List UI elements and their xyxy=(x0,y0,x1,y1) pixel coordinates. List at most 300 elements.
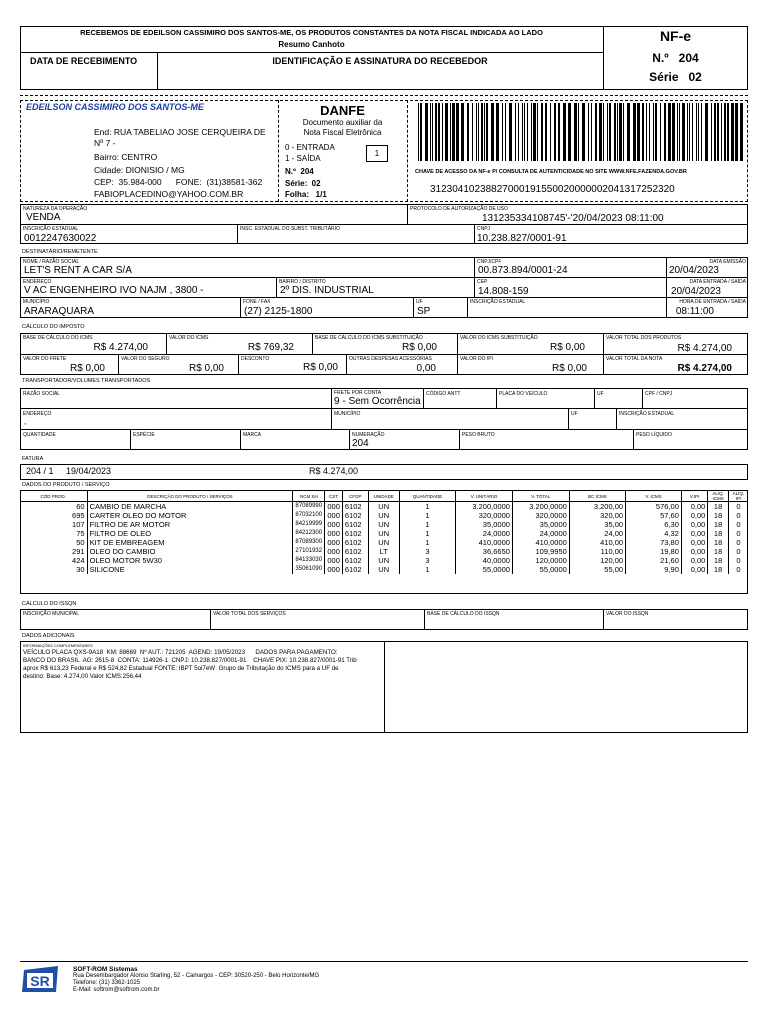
transp-ie-label: INSCRIÇÃO ESTADUAL xyxy=(619,411,675,417)
danfe-entrada: 0 - ENTRADA xyxy=(285,143,335,152)
product-cell: 000 xyxy=(325,529,343,538)
product-cell: 0 xyxy=(728,511,748,520)
adicionais-section: DADOS ADICIONAIS xyxy=(22,633,75,639)
products-header-cell: V. ICMS xyxy=(626,491,682,502)
barcode-bar xyxy=(418,103,419,161)
product-cell: 1 xyxy=(399,565,455,574)
footer-address: Rua Desembargador Alonso Starling, 52 - Camargos - CEP: 30520-250 - Belo Horizonte/MG xyxy=(73,973,320,979)
chave-value: 31230410238827000191550020000002041317252320 xyxy=(430,184,675,195)
imposto-section: CÁLCULO DO IMPOSTO xyxy=(22,324,85,330)
product-cell: 9,90 xyxy=(626,565,682,574)
barcode-bar xyxy=(609,103,611,161)
dest-nome: LET'S RENT A CAR S/A xyxy=(24,265,132,276)
v-icms: R$ 769,32 xyxy=(247,342,294,353)
issqn-bc-label: BASE DE CÁLCULO DO ISSQN xyxy=(427,611,500,617)
transp-pb-label: PESO BRUTO xyxy=(462,432,495,438)
product-cell: 576,00 xyxy=(626,502,682,512)
barcode-bar xyxy=(582,103,585,161)
product-cell: 87089990 xyxy=(293,502,325,512)
product-cell: 1 xyxy=(399,511,455,520)
canhoto-serie: Série 02 xyxy=(649,70,702,84)
barcode-bar xyxy=(633,103,636,161)
v-prod: R$ 4.274,00 xyxy=(677,343,732,354)
ie-st-label: INSC. ESTADUAL DO SUBST. TRIBUTÁRIO xyxy=(240,226,340,232)
product-cell: 000 xyxy=(325,511,343,520)
identificacao-label: IDENTIFICAÇÃO E ASSINATURA DO RECEBEDOR xyxy=(272,56,488,66)
barcode-bar xyxy=(653,103,654,161)
product-cell: 4,32 xyxy=(626,529,682,538)
product-cell: 000 xyxy=(325,520,343,529)
transp-marca-label: MARCA xyxy=(243,432,262,438)
danfe-title: DANFE xyxy=(320,103,365,118)
barcode-bar xyxy=(682,103,685,161)
product-cell: 000 xyxy=(325,502,343,512)
issqn-vserv-label: VALOR TOTAL DOS SERVIÇOS xyxy=(213,611,286,617)
barcode-bar xyxy=(731,103,734,161)
barcode-bar xyxy=(735,103,738,161)
chave-label: CHAVE DE ACESSO DA NF-e P/ CONSULTA DE AUTENTICIDADE NO SITE WWW.NFE.FAZENDA.GOV.BR xyxy=(415,169,687,175)
product-cell: 19,80 xyxy=(626,547,682,556)
product-cell: 18 xyxy=(708,565,729,574)
barcode-bar xyxy=(591,103,592,161)
product-cell: UN xyxy=(368,538,399,547)
product-cell: 6102 xyxy=(342,529,368,538)
barcode-bar xyxy=(696,103,697,161)
product-cell: 0,00 xyxy=(681,565,707,574)
product-cell: UN xyxy=(368,529,399,538)
transp-antt-label: CÓDIGO ANTT xyxy=(426,391,461,397)
products-header-cell: ALIQ. IPI xyxy=(728,491,748,502)
products-header-cell: V.IPI xyxy=(681,491,707,502)
transp-especie-label: ESPÉCIE xyxy=(133,432,155,438)
dest-cnpj-label: CNPJ/CPF xyxy=(477,259,502,265)
footer-phone: Telefone: (31) 3362-1025 xyxy=(73,980,141,986)
emitente-cep: CEP: 35.984-000 FONE: (31)38581-362 xyxy=(94,177,263,187)
dest-end: V AC ENGENHEIRO IVO NAJM , 3800 - xyxy=(24,285,204,296)
table-row xyxy=(20,538,748,547)
frete-value: R$ 0,00 xyxy=(69,363,105,374)
dest-hora-label: HORA DE ENTRADA / SAÍDA xyxy=(679,299,746,305)
outras-value: 0,00 xyxy=(416,363,436,374)
product-cell: 24,00 xyxy=(569,529,625,538)
product-cell: 6,30 xyxy=(626,520,682,529)
products-header-cell: BC ICMS xyxy=(569,491,625,502)
barcode-bar xyxy=(619,103,622,161)
product-cell: 35,0000 xyxy=(456,520,513,529)
desc-label: DESCONTO xyxy=(241,356,270,362)
inf-line-2: BANCO DO BRASIL AG: 2615-8 CONTA: 114926-1 CNPJ: 10.238.827/0001-91 CHAVE PIX: 10.238.827/0001-91 Trib xyxy=(23,657,357,664)
transp-end: , xyxy=(24,417,27,426)
barcode-bar xyxy=(714,103,716,161)
barcode-bar xyxy=(563,103,566,161)
table-row xyxy=(20,502,748,512)
product-cell: 55,00 xyxy=(569,565,625,574)
dest-nome-label: NOME / RAZÃO SOCIAL xyxy=(23,259,80,265)
product-cell: 73,80 xyxy=(626,538,682,547)
product-cell: OLEO MOTOR 5W30 xyxy=(87,556,293,565)
dest-mun: ARARAQUARA xyxy=(24,306,95,317)
barcode-bar xyxy=(496,103,499,161)
product-cell: 320,0000 xyxy=(456,511,513,520)
barcode-bar xyxy=(607,103,608,161)
table-row xyxy=(20,520,748,529)
barcode-bar xyxy=(578,103,579,161)
protocolo-label: PROTOCOLO DE AUTORIZAÇÃO DE USO xyxy=(410,206,508,212)
product-cell: 0 xyxy=(728,556,748,565)
product-cell: SILICONE xyxy=(87,565,293,574)
barcode-bar xyxy=(438,103,440,161)
danfe-folha: Folha: 1/1 xyxy=(285,190,327,199)
barcode-bar xyxy=(623,103,624,161)
danfe-sub1: Documento auxiliar da xyxy=(302,118,383,127)
product-cell: 3.200,00 xyxy=(569,502,625,512)
barcode-bar xyxy=(558,103,560,161)
barcode-bar xyxy=(554,103,556,161)
dest-uf-label: UF xyxy=(416,299,423,305)
emitente-bairro: Bairro: CENTRO xyxy=(94,152,158,162)
cnpj-value: 10.238.827/0001-91 xyxy=(477,233,567,244)
danfe-sub2: Nota Fiscal Eletrônica xyxy=(303,128,382,137)
product-cell: 0 xyxy=(728,565,748,574)
product-cell: 000 xyxy=(325,538,343,547)
canhoto-recebemos: RECEBEMOS DE EDEILSON CASSIMIRO DOS SANTOS-ME, OS PRODUTOS CONSTANTES DA NOTA FISCAL INDICADA AO LADO xyxy=(80,28,543,37)
table-row xyxy=(20,511,748,520)
product-cell: 110,00 xyxy=(569,547,625,556)
barcode-bar xyxy=(687,103,688,161)
product-cell: 0,00 xyxy=(681,556,707,565)
products-header-cell: CÓD PROD. xyxy=(20,491,87,502)
danfe-serie: Série: 02 xyxy=(285,179,321,188)
product-cell: 84133030 xyxy=(293,556,325,565)
table-row xyxy=(20,565,748,574)
barcode-bar xyxy=(642,103,644,161)
product-cell: 87032100 xyxy=(293,511,325,520)
inf-line-1: VEÍCULO PLACA QXS-9A18 KM: 88669 Nº AUT.: 721205 AGEND: 19/05/2023 DADOS PARA PAGAMENTO: xyxy=(23,649,338,656)
canhoto-resumo: Resumo Canhoto xyxy=(278,40,345,49)
barcode-bar xyxy=(420,103,422,161)
product-cell: 18 xyxy=(708,547,729,556)
canhoto-numero: N.º 204 xyxy=(652,51,699,65)
barcode-bar xyxy=(672,103,675,161)
inf-label: INFORMAÇÕES COMPLEMENTARES xyxy=(23,643,93,648)
barcode-bar xyxy=(456,103,459,161)
dest-bairro: 2º DIS. INDUSTRIAL xyxy=(280,285,374,296)
products-header-cell: NCM SH xyxy=(293,491,325,502)
emitente-cidade: Cidade: DIONISIO / MG xyxy=(94,165,185,175)
product-cell: 0 xyxy=(728,502,748,512)
barcode-bar xyxy=(502,103,503,161)
bc-st-label: BASE DE CÁLCULO DO ICMS SUBSTITUIÇÃO xyxy=(315,335,423,341)
product-cell: 55,0000 xyxy=(512,565,569,574)
product-cell: 27101932 xyxy=(293,547,325,556)
product-cell: 35,00 xyxy=(569,520,625,529)
dest-hora: 08:11:00 xyxy=(675,306,714,317)
product-cell: 424 xyxy=(72,556,85,565)
issqn-v-label: VALOR DO ISSQN xyxy=(606,611,649,617)
cnpj-label: CNPJ xyxy=(477,226,491,232)
products-header-cell: DESCRIÇÃO DO PRODUTO / SERVIÇOS xyxy=(87,491,293,502)
outras-label: OUTRAS DESPESAS ACESSÓRIAS xyxy=(349,356,432,362)
product-cell: 6102 xyxy=(342,511,368,520)
barcode-bar xyxy=(432,103,433,161)
transp-qtd-label: QUANTIDADE xyxy=(23,432,56,438)
product-cell: 60 xyxy=(76,502,85,511)
product-cell: OLEO DO CAMBIO xyxy=(87,547,293,556)
barcode-bar xyxy=(461,103,464,161)
dest-end-label: ENDEREÇO xyxy=(23,279,52,285)
fatura-venc: 19/04/2023 xyxy=(66,466,112,476)
barcode-bar xyxy=(679,103,680,161)
transp-frete-label: FRETE POR CONTA xyxy=(334,390,382,396)
seguro-value: R$ 0,00 xyxy=(188,363,224,374)
product-cell: 410,00 xyxy=(569,538,625,547)
total-value: R$ 4.274,00 xyxy=(677,363,732,374)
desc-value: R$ 0,00 xyxy=(302,362,338,373)
product-cell: 30 xyxy=(76,565,85,574)
product-cell: 6102 xyxy=(342,547,368,556)
dest-emissao-label: DATA EMISSÃO xyxy=(709,259,746,265)
dest-bairro-label: BAIRRO / DISTRITO xyxy=(279,279,326,285)
barcode-bar xyxy=(727,103,729,161)
barcode-bar xyxy=(740,103,743,161)
product-cell: 18 xyxy=(708,529,729,538)
product-cell: 75 xyxy=(76,529,85,538)
barcode-bar xyxy=(668,103,671,161)
dest-cep-label: CEP xyxy=(477,279,488,285)
barcode-bar xyxy=(518,103,519,161)
product-cell: 109,9950 xyxy=(512,547,569,556)
barcode-bar xyxy=(425,103,428,161)
transp-uf-label: UF xyxy=(597,391,604,397)
frete-label: VALOR DO FRETE xyxy=(23,356,67,362)
barcode-bar xyxy=(481,103,483,161)
product-cell: 0,00 xyxy=(681,547,707,556)
product-cell: 695 xyxy=(72,511,85,520)
danfe-saida: 1 - SAÍDA xyxy=(285,154,321,163)
barcode-bar xyxy=(724,103,726,161)
barcode-bar xyxy=(550,103,551,161)
emitente-email: FABIOPLACEDINO@YAHOO.COM.BR xyxy=(94,189,244,199)
barcode-bar xyxy=(574,103,577,161)
transp-razao-label: RAZÃO SOCIAL xyxy=(23,391,60,397)
barcode-bar xyxy=(627,103,630,161)
product-cell: 6102 xyxy=(342,565,368,574)
barcode-bar xyxy=(677,103,678,161)
transp-mun-label: MUNICÍPIO xyxy=(334,411,361,417)
inf-line-4: destino: Base: 4.274,00 Valor ICMS:256,44 xyxy=(23,673,142,680)
ipi-label: VALOR DO IPI xyxy=(460,356,493,362)
seguro-label: VALOR DO SEGURO xyxy=(121,356,170,362)
product-cell: 320,00 xyxy=(569,511,625,520)
footer-company: SOFT-ROM Sistemas xyxy=(73,966,138,973)
issqn-section: CÁLCULO DO ISSQN xyxy=(22,601,77,607)
transp-pl-label: PESO LÍQUIDO xyxy=(636,432,672,438)
dest-entrada-label: DATA ENTRADA / SAÍDA xyxy=(689,279,746,285)
product-cell: UN xyxy=(368,511,399,520)
product-cell: 57,60 xyxy=(626,511,682,520)
bc-st: R$ 0,00 xyxy=(401,342,437,353)
product-cell: 410,0000 xyxy=(456,538,513,547)
dest-emissao: 20/04/2023 xyxy=(668,265,719,276)
barcode-bar xyxy=(484,103,485,161)
product-cell: 410,0000 xyxy=(512,538,569,547)
product-cell: 84219999 xyxy=(293,520,325,529)
barcode-bar xyxy=(689,103,690,161)
products-header-cell: QUANTIDADE xyxy=(399,491,455,502)
bc-icms-label: BASE DE CÁLCULO DO ICMS xyxy=(23,335,93,341)
transp-end-label: ENDEREÇO xyxy=(23,411,52,417)
ie-label: INSCRIÇÃO ESTADUAL xyxy=(23,226,79,232)
product-cell: 320,0000 xyxy=(512,511,569,520)
products-header-cell: CST xyxy=(325,491,343,502)
product-cell: 87089300 xyxy=(293,538,325,547)
product-cell: LT xyxy=(368,547,399,556)
protocolo-value: 131235334108745'-'20/04/2023 08:11:00 xyxy=(482,213,664,224)
footer-email: E-Mail: softrom@softrom.com.br xyxy=(73,987,160,993)
product-cell: 18 xyxy=(708,511,729,520)
barcode-bar xyxy=(701,103,702,161)
product-cell: 000 xyxy=(325,556,343,565)
fatura-section: FATURA xyxy=(22,456,44,462)
barcode-bar xyxy=(595,103,597,161)
products-table xyxy=(20,491,748,574)
product-cell: 18 xyxy=(708,538,729,547)
product-cell: 000 xyxy=(325,565,343,574)
product-cell: UN xyxy=(368,556,399,565)
transp-placa-label: PLACA DO VEÍCULO xyxy=(499,391,548,397)
barcode-bar xyxy=(509,103,512,161)
product-cell: 120,00 xyxy=(569,556,625,565)
barcode-bar xyxy=(533,103,536,161)
v-st: R$ 0,00 xyxy=(549,342,585,353)
products-header-cell: ALIQ. ICMS xyxy=(708,491,729,502)
product-cell: CARTER OLEO DO MOTOR xyxy=(87,511,293,520)
product-cell: 35061090 xyxy=(293,565,325,574)
barcode-bar xyxy=(541,103,543,161)
barcode-bar xyxy=(617,103,618,161)
v-st-label: VALOR DO ICMS SUBSTITUIÇÃO xyxy=(460,335,538,341)
barcode-bar xyxy=(467,103,469,161)
canhoto-nfe: NF-e xyxy=(659,28,692,44)
softrom-logo xyxy=(22,964,60,994)
transp-uf2-label: UF xyxy=(571,411,578,417)
barcode-bar xyxy=(452,103,455,161)
barcode-bar xyxy=(478,103,479,161)
emitente-end: End: RUA TABELIAO JOSE CERQUEIRA DE xyxy=(94,127,266,137)
barcode-bar xyxy=(646,103,647,161)
product-cell: 6102 xyxy=(342,538,368,547)
product-cell: KIT DE EMBREAGEM xyxy=(87,538,293,547)
natureza-label: NATUREZA DA OPERAÇÃO xyxy=(23,206,88,212)
barcode-bar xyxy=(435,103,437,161)
transp-cpf-label: CPF / CNPJ xyxy=(645,391,673,397)
product-cell: 55,0000 xyxy=(456,565,513,574)
product-cell: 35,0000 xyxy=(512,520,569,529)
barcode-bar xyxy=(637,103,640,161)
barcode-bar xyxy=(472,103,473,161)
barcode-bar xyxy=(721,103,722,161)
product-cell: 0,00 xyxy=(681,529,707,538)
product-cell: 21,60 xyxy=(626,556,682,565)
v-icms-label: VALOR DO ICMS xyxy=(169,335,209,341)
barcode-bar xyxy=(603,103,604,161)
product-cell: UN xyxy=(368,520,399,529)
barcode-bar xyxy=(711,103,712,161)
products-header-cell: V. UNITÁRIO xyxy=(456,491,513,502)
product-cell: 40,0000 xyxy=(456,556,513,565)
barcode-bar xyxy=(649,103,650,161)
barcode-bar xyxy=(705,103,708,161)
product-cell: 6102 xyxy=(342,520,368,529)
inf-line-3: aprox R$ 613,23 Federal e R$ 524,82 Estadual FONTE: IBPT 5oi7eW Grupo de Tributação do ICMS para a UF de xyxy=(23,665,339,672)
total-label: VALOR TOTAL DA NOTA xyxy=(606,356,663,362)
product-cell: FILTRO DE OLEO xyxy=(87,529,293,538)
cut-line xyxy=(20,95,748,96)
product-cell: FILTRO DE AR MOTOR xyxy=(87,520,293,529)
product-cell: CAMBIO DE MARCHA xyxy=(87,502,293,512)
product-cell: 3.200,0000 xyxy=(512,502,569,512)
dest-fone: (27) 2125-1800 xyxy=(244,306,313,317)
product-cell: 0,00 xyxy=(681,502,707,512)
product-cell: 000 xyxy=(325,547,343,556)
table-row xyxy=(20,547,748,556)
product-cell: 3 xyxy=(399,547,455,556)
product-cell: 107 xyxy=(72,520,85,529)
barcode-bar xyxy=(660,103,661,161)
product-cell: 50 xyxy=(76,538,85,547)
products-header-cell: UNIDADE xyxy=(368,491,399,502)
dest-section: DESTINATÁRIO/REMETENTE xyxy=(22,249,98,255)
product-cell: 18 xyxy=(708,556,729,565)
danfe-numero: N.º 204 xyxy=(285,167,314,176)
barcode-bar xyxy=(524,103,525,161)
transp-frete: 9 - Sem Ocorrência xyxy=(334,396,421,407)
barcode-bar xyxy=(522,103,523,161)
product-cell: 24,0000 xyxy=(512,529,569,538)
product-cell: 1 xyxy=(399,529,455,538)
ipi-value: R$ 0,00 xyxy=(551,363,587,374)
product-cell: 18 xyxy=(708,502,729,512)
transp-num-label: NUMERAÇÃO xyxy=(352,432,385,438)
produtos-section: DADOS DO PRODUTO / SERVIÇO xyxy=(22,482,110,488)
barcode-bar xyxy=(537,103,538,161)
danfe-tipo-box: 1 xyxy=(366,145,388,162)
fatura-parcela: 204 / 1 xyxy=(26,466,54,476)
product-cell: 0,00 xyxy=(681,538,707,547)
ie-value: 0012247630022 xyxy=(24,233,97,244)
barcode-bar xyxy=(692,103,693,161)
bc-icms: R$ 4.274,00 xyxy=(93,342,148,353)
product-cell: 0 xyxy=(728,547,748,556)
transp-section: TRANSPORTADOR/VOLUMES TRANSPORTADOS xyxy=(22,378,151,384)
table-row xyxy=(20,556,748,565)
barcode-bar xyxy=(527,103,528,161)
dest-cnpj: 00.873.894/0001-24 xyxy=(478,265,568,276)
product-cell: 0 xyxy=(728,529,748,538)
product-cell: 24,0000 xyxy=(456,529,513,538)
dest-entrada: 20/04/2023 xyxy=(670,286,721,297)
dest-cep: 14.808-159 xyxy=(478,286,529,297)
barcode-bar xyxy=(442,103,443,161)
product-cell: 0 xyxy=(728,520,748,529)
products-header-cell: CFOP xyxy=(342,491,368,502)
barcode-bar xyxy=(486,103,488,161)
product-cell: UN xyxy=(368,502,399,512)
barcode-bar xyxy=(445,103,448,161)
barcode-bar xyxy=(614,103,616,161)
dest-mun-label: MUNICÍPIO xyxy=(23,299,50,305)
barcode-bar xyxy=(430,103,431,161)
